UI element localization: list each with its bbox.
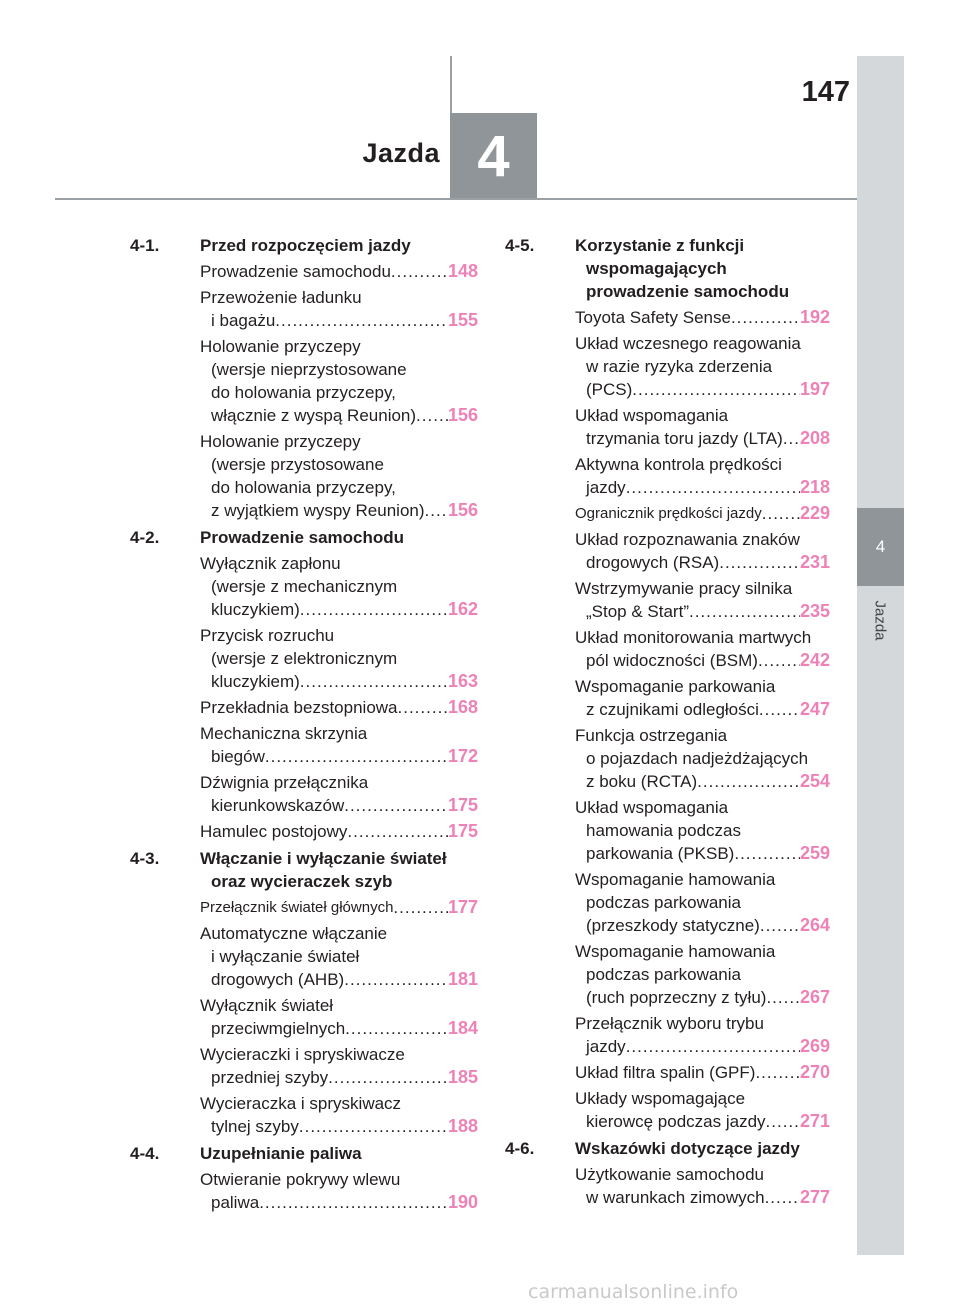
entry-text-line: drogowych (RSA)	[586, 553, 720, 572]
entry-last-line	[200, 896, 478, 919]
entry-text-line: (wersje przystosowane	[211, 455, 384, 474]
entry-text-line: Ogranicznik prędkości jazdy	[575, 505, 762, 522]
entry-text-line: do holowania przyczepy,	[211, 478, 396, 497]
dot-leader	[766, 986, 800, 1009]
toc-entry[interactable]	[575, 404, 830, 450]
entry-last-line	[200, 696, 478, 719]
section-title	[200, 234, 478, 257]
entry-page-link[interactable]: 197	[799, 379, 830, 399]
entry-page-link[interactable]: 190	[447, 1192, 478, 1212]
toc-entry[interactable]	[200, 335, 478, 427]
toc-section	[130, 847, 478, 1138]
entry-text-line: z wyjątkiem wyspy Reunion)	[211, 501, 425, 520]
toc-entry[interactable]	[200, 624, 478, 693]
entry-text-line: tylnej szyby	[211, 1117, 299, 1136]
entry-text-line: Przełącznik wyboru trybu	[575, 1014, 764, 1033]
entry-last-line	[575, 770, 830, 793]
entry-page-link[interactable]: 155	[447, 310, 478, 330]
entry-page-link[interactable]: 218	[799, 477, 830, 497]
entry-page-link[interactable]: 185	[447, 1067, 478, 1087]
entry-text-line: Układy wspomagające	[575, 1089, 746, 1108]
entry-text-line: kluczykiem)	[211, 672, 300, 691]
entry-page-link[interactable]: 162	[447, 599, 478, 619]
toc-section	[130, 234, 478, 522]
toc-entry[interactable]	[200, 771, 478, 817]
entry-last-line	[200, 260, 478, 283]
section-heading	[505, 234, 830, 303]
toc-entry[interactable]	[575, 868, 830, 937]
section-title	[200, 526, 478, 549]
dot-leader	[345, 1017, 448, 1040]
entry-page-link[interactable]: 242	[799, 650, 830, 670]
entry-text-line: Aktywna kontrola prędkości	[575, 455, 782, 474]
entry-page-link[interactable]: 172	[447, 746, 478, 766]
entry-text-line: Układ wczesnego reagowania	[575, 334, 801, 353]
entry-last-line	[200, 1066, 478, 1089]
entry-text-line: jazdy	[586, 1037, 626, 1056]
entry-last-line	[575, 1186, 830, 1209]
dot-leader	[765, 1186, 800, 1209]
toc-entry[interactable]	[575, 675, 830, 721]
entry-last-line	[200, 1115, 478, 1138]
entry-text-line: Wyłącznik zapłonu	[200, 554, 341, 573]
toc-entry[interactable]	[200, 286, 478, 332]
dot-leader	[626, 1035, 800, 1058]
side-tab-chapter[interactable]	[857, 508, 904, 586]
toc-entry[interactable]	[200, 1043, 478, 1089]
entry-text-line: Przekładnia bezstopniowa	[200, 698, 398, 717]
dot-leader	[783, 427, 800, 450]
section-heading	[130, 234, 478, 257]
dot-leader	[391, 260, 448, 283]
section-number: 4-2.	[130, 528, 160, 547]
entry-last-line	[575, 914, 830, 937]
entry-text-line: kierowcę podczas jazdy	[586, 1112, 766, 1131]
entry-page-link[interactable]: 156	[447, 405, 478, 425]
section-title-line: Wskazówki dotyczące jazdy	[575, 1139, 800, 1158]
entry-text-line: Układ wspomagania	[575, 798, 729, 817]
entry-page-link[interactable]: 177	[447, 897, 478, 917]
entry-last-line	[575, 600, 830, 623]
dot-leader	[328, 1066, 448, 1089]
entry-last-line	[575, 1035, 830, 1058]
toc-entry[interactable]	[575, 453, 830, 499]
entry-page-link[interactable]: 168	[447, 697, 478, 717]
section-title-line: Uzupełnianie paliwa	[200, 1144, 362, 1163]
chapter-title: Jazda	[362, 138, 440, 168]
entry-text-line: Toyota Safety Sense	[575, 308, 731, 327]
entry-last-line	[200, 745, 478, 768]
entry-last-line	[575, 476, 830, 499]
entry-page-link[interactable]: 229	[799, 503, 830, 523]
section-title	[575, 1137, 830, 1160]
toc-entry[interactable]	[575, 796, 830, 865]
toc-entry[interactable]	[200, 1092, 478, 1138]
entry-text-line: do holowania przyczepy,	[211, 383, 396, 402]
section-number: 4-5.	[505, 236, 535, 255]
page-number: 147	[801, 76, 850, 108]
entry-text-line: „Stop & Start”	[586, 602, 689, 621]
entry-text-line: Holowanie przyczepy	[200, 432, 361, 451]
entry-last-line	[200, 598, 478, 621]
entry-text-line: hamowania podczas	[586, 821, 741, 840]
dot-leader	[766, 1110, 800, 1133]
entry-page-link[interactable]: 235	[799, 601, 830, 621]
entry-page-link[interactable]: 188	[447, 1116, 478, 1136]
dot-leader	[425, 499, 448, 522]
entry-text-line: i wyłączanie świateł	[211, 947, 360, 966]
dot-leader	[300, 598, 448, 621]
toc-entry[interactable]	[200, 430, 478, 522]
entry-text-line: (ruch poprzeczny z tyłu)	[586, 988, 767, 1007]
entry-text-line: Przełącznik świateł głównych	[200, 899, 394, 916]
section-title-line: Włączanie i wyłączanie świateł	[200, 849, 447, 868]
toc-entry[interactable]	[575, 940, 830, 1009]
dot-leader	[760, 914, 800, 937]
entry-text-line: (przeszkody statyczne)	[586, 916, 760, 935]
entry-page-link[interactable]: 175	[447, 821, 478, 841]
entry-last-line	[575, 502, 830, 525]
dot-leader	[299, 1115, 448, 1138]
toc-entry[interactable]	[200, 552, 478, 621]
toc-entry[interactable]	[200, 696, 478, 719]
entry-page-link[interactable]: 270	[799, 1062, 830, 1082]
toc-entry[interactable]	[200, 896, 478, 919]
entry-last-line	[200, 1017, 478, 1040]
header-divider-horizontal	[55, 198, 857, 200]
entry-text-line: podczas parkowania	[586, 893, 741, 912]
toc-section	[130, 526, 478, 843]
entry-page-link[interactable]: 254	[799, 771, 830, 791]
dot-leader	[731, 306, 800, 329]
entry-text-line: Funkcja ostrzegania	[575, 726, 728, 745]
entry-text-line: Przycisk rozruchu	[200, 626, 335, 645]
dot-leader	[759, 698, 800, 721]
section-title	[200, 1142, 478, 1165]
entry-page-link[interactable]: 264	[799, 915, 830, 935]
entry-last-line	[200, 309, 478, 332]
entry-page-link[interactable]: 208	[799, 428, 830, 448]
section-number: 4-4.	[130, 1144, 160, 1163]
section-title-line: Korzystanie z funkcji	[575, 236, 745, 255]
entry-text-line: Wyłącznik świateł	[200, 996, 334, 1015]
entry-text-line: (PCS)	[586, 380, 633, 399]
entry-page-link[interactable]: 175	[447, 795, 478, 815]
toc-entry[interactable]	[575, 626, 830, 672]
dot-leader	[393, 896, 448, 919]
entry-last-line	[200, 670, 478, 693]
entry-text-line: i bagażu	[211, 311, 276, 330]
entry-text-line: parkowania (PKSB)	[586, 844, 735, 863]
entry-page-link[interactable]: 269	[799, 1036, 830, 1056]
section-heading	[130, 526, 478, 549]
toc-entry[interactable]	[200, 922, 478, 991]
dot-leader	[300, 670, 448, 693]
entry-text-line: paliwa	[211, 1193, 260, 1212]
entry-last-line	[575, 378, 830, 401]
entry-page-link[interactable]: 181	[447, 969, 478, 989]
entry-text-line: (wersje z mechanicznym	[211, 577, 398, 596]
dot-leader	[344, 794, 448, 817]
toc-entry[interactable]	[200, 994, 478, 1040]
dot-leader	[416, 404, 448, 427]
section-heading	[130, 847, 478, 893]
entry-text-line: kluczykiem)	[211, 600, 300, 619]
toc-section	[505, 1137, 830, 1209]
entry-last-line	[575, 698, 830, 721]
dot-leader	[755, 1061, 800, 1084]
dot-leader	[275, 309, 448, 332]
entry-page-link[interactable]: 267	[799, 987, 830, 1007]
entry-text-line: Układ filtra spalin (GPF)	[575, 1063, 756, 1082]
entry-last-line	[200, 499, 478, 522]
section-title-line: oraz wycieraczek szyb	[211, 872, 393, 891]
section-number: 4-6.	[505, 1139, 535, 1158]
side-tab-number: 4	[875, 537, 886, 556]
toc-entry[interactable]	[575, 1061, 830, 1084]
dot-leader	[626, 476, 800, 499]
entry-text-line: z boku (RCTA)	[586, 772, 698, 791]
dot-leader	[758, 649, 800, 672]
entry-page-link[interactable]: 259	[799, 843, 830, 863]
toc-entry[interactable]	[575, 1012, 830, 1058]
section-title-line: Przed rozpoczęciem jazdy	[200, 236, 411, 255]
dot-leader	[697, 770, 800, 793]
dot-leader	[632, 378, 800, 401]
dot-leader	[259, 1191, 448, 1214]
entry-page-link[interactable]: 148	[447, 261, 478, 281]
entry-page-link[interactable]: 192	[799, 307, 830, 327]
entry-page-link[interactable]: 184	[447, 1018, 478, 1038]
section-number: 4-3.	[130, 849, 160, 868]
dot-leader	[344, 968, 448, 991]
toc-entry[interactable]	[575, 332, 830, 401]
entry-text-line: Wspomaganie parkowania	[575, 677, 776, 696]
dot-leader	[347, 820, 448, 843]
entry-text-line: Wstrzymywanie pracy silnika	[575, 579, 793, 598]
section-title-line: Prowadzenie samochodu	[200, 528, 405, 547]
entry-page-link[interactable]: 163	[447, 671, 478, 691]
toc-section	[505, 234, 830, 1133]
entry-text-line: Wspomaganie hamowania	[575, 870, 776, 889]
entry-page-link[interactable]: 277	[799, 1187, 830, 1207]
entry-last-line	[200, 1191, 478, 1214]
dot-leader	[734, 842, 800, 865]
header-divider-vertical	[450, 56, 452, 113]
toc-section	[130, 1142, 478, 1214]
entry-text-line: z czujnikami odległości	[586, 700, 759, 719]
side-tab-label: Jazda	[872, 599, 889, 641]
toc-entry[interactable]	[200, 820, 478, 843]
toc-entry[interactable]	[575, 306, 830, 329]
entry-page-link[interactable]: 271	[799, 1111, 830, 1131]
toc-entry[interactable]	[200, 1168, 478, 1214]
toc-entry[interactable]	[575, 502, 830, 525]
entry-last-line	[200, 820, 478, 843]
entry-text-line: kierunkowskazów	[211, 796, 345, 815]
entry-text-line: pól widoczności (BSM)	[586, 651, 758, 670]
section-title-line: wspomagających	[586, 259, 727, 278]
entry-last-line	[575, 842, 830, 865]
entry-text-line: w warunkach zimowych	[586, 1188, 765, 1207]
entry-text-line: o pojazdach nadjeżdżających	[586, 749, 809, 768]
toc-entry[interactable]	[200, 722, 478, 768]
entry-text-line: Holowanie przyczepy	[200, 337, 361, 356]
entry-text-line: włącznie z wyspą Reunion)	[211, 406, 417, 425]
entry-last-line	[575, 649, 830, 672]
entry-text-line: (wersje nieprzystosowane	[211, 360, 407, 379]
entry-text-line: Układ rozpoznawania znaków	[575, 530, 800, 549]
toc-entry[interactable]	[575, 724, 830, 793]
entry-text-line: Wspomaganie hamowania	[575, 942, 776, 961]
entry-text-line: drogowych (AHB)	[211, 970, 345, 989]
entry-text-line: przedniej szyby	[211, 1068, 329, 1087]
entry-text-line: jazdy	[586, 478, 626, 497]
entry-text-line: Wycieraczki i spryskiwacze	[200, 1045, 405, 1064]
section-title-line: prowadzenie samochodu	[586, 282, 790, 301]
toc-right-column	[505, 234, 830, 1213]
entry-text-line: Użytkowanie samochodu	[575, 1165, 764, 1184]
entry-text-line: przeciwmgielnych	[211, 1019, 346, 1038]
entry-text-line: w razie ryzyka zderzenia	[586, 357, 773, 376]
entry-text-line: Dźwignia przełącznika	[200, 773, 369, 792]
entry-last-line	[575, 306, 830, 329]
toc-left-column	[130, 234, 478, 1218]
toc-entry[interactable]	[575, 528, 830, 574]
side-thumb-strip	[857, 56, 904, 1255]
entry-text-line: Prowadzenie samochodu	[200, 262, 391, 281]
dot-leader	[762, 502, 800, 525]
entry-last-line	[200, 968, 478, 991]
entry-text-line: (wersje z elektronicznym	[211, 649, 398, 668]
entry-text-line: Hamulec postojowy	[200, 822, 348, 841]
chapter-number-box	[450, 113, 537, 199]
entry-text-line: Otwieranie pokrywy wlewu	[200, 1170, 401, 1189]
entry-text-line: podczas parkowania	[586, 965, 741, 984]
entry-text-line: trzymania toru jazdy (LTA)	[586, 429, 783, 448]
section-title	[575, 234, 830, 303]
toc-entry[interactable]	[575, 1163, 830, 1209]
entry-last-line	[575, 1061, 830, 1084]
entry-text-line: Automatyczne włączanie	[200, 924, 388, 943]
entry-text-line: Układ monitorowania martwych	[575, 628, 812, 647]
toc-entry[interactable]	[575, 577, 830, 623]
entry-last-line	[575, 427, 830, 450]
entry-last-line	[575, 1110, 830, 1133]
dot-leader	[719, 551, 800, 574]
dot-leader	[689, 600, 800, 623]
entry-last-line	[575, 551, 830, 574]
chapter-number: 4	[477, 123, 510, 189]
entry-page-link[interactable]: 231	[799, 552, 830, 572]
entry-last-line	[200, 404, 478, 427]
section-number: 4-1.	[130, 236, 160, 255]
watermark: carmanualsonline.info	[528, 1281, 739, 1303]
entry-last-line	[575, 986, 830, 1009]
entry-last-line	[200, 794, 478, 817]
entry-text-line: Mechaniczna skrzynia	[200, 724, 368, 743]
entry-text-line: Przewożenie ładunku	[200, 288, 362, 307]
dot-leader	[265, 745, 448, 768]
toc-entry[interactable]	[200, 260, 478, 283]
section-heading	[505, 1137, 830, 1160]
entry-text-line: biegów	[211, 747, 265, 766]
dot-leader	[398, 696, 448, 719]
side-tab-label-wrap	[857, 590, 904, 650]
section-title	[200, 847, 478, 893]
section-heading	[130, 1142, 478, 1165]
entry-page-link[interactable]: 156	[447, 500, 478, 520]
entry-text-line: Układ wspomagania	[575, 406, 729, 425]
entry-page-link[interactable]: 247	[799, 699, 830, 719]
toc-entry[interactable]	[575, 1087, 830, 1133]
entry-text-line: Wycieraczka i spryskiwacz	[200, 1094, 402, 1113]
